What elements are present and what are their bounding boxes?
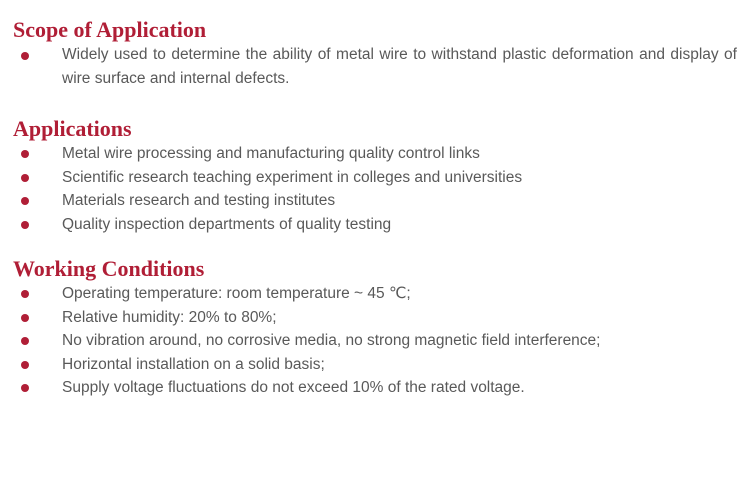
list-item-text: Scientific research teaching experiment in colleges and universities xyxy=(62,168,523,186)
scope-bullet-list xyxy=(13,43,737,90)
list-item xyxy=(13,329,737,353)
section-working-conditions xyxy=(13,256,737,400)
list-item xyxy=(13,306,737,330)
applications-heading: Applications xyxy=(13,116,132,141)
bullet-icon xyxy=(21,197,29,205)
list-item-text: Materials research and testing institutes xyxy=(62,192,336,209)
bullet-icon xyxy=(21,290,29,298)
list-item-text: No vibration around, no corrosive media, no strong magnetic field interference; xyxy=(62,332,601,349)
list-item-text: Horizontal installation on a solid basis; xyxy=(62,355,325,373)
bullet-icon xyxy=(21,150,29,158)
list-item xyxy=(13,142,737,166)
section-scope-of-application xyxy=(13,17,737,90)
bullet-icon xyxy=(21,337,29,345)
list-item xyxy=(13,353,737,377)
section-applications xyxy=(13,116,737,236)
bullet-icon xyxy=(21,384,29,392)
list-item xyxy=(13,376,737,400)
list-item xyxy=(13,189,737,213)
list-item xyxy=(13,166,737,190)
working-conditions-heading: Working Conditions xyxy=(13,256,205,281)
list-item xyxy=(13,282,737,306)
scope-of-application-heading: Scope of Application xyxy=(13,17,207,42)
bullet-icon xyxy=(21,361,29,369)
list-item-text: Operating temperature: room temperature ~ 45 ℃; xyxy=(62,285,411,302)
bullet-icon xyxy=(21,52,29,60)
list-item-text: Supply voltage fluctuations do not exceed 10% of the rated voltage. xyxy=(62,379,525,396)
list-item-text: Relative humidity: 20% to 80%; xyxy=(62,308,277,326)
list-item xyxy=(13,43,737,90)
bullet-icon xyxy=(21,314,29,322)
list-item-text: Quality inspection departments of quality testing xyxy=(62,215,392,233)
working-conditions-bullet-list xyxy=(13,282,737,400)
applications-bullet-list xyxy=(13,142,737,236)
list-item-text: Widely used to determine the ability of metal wire to withstand plastic deformation and display of wire surface and internal defects. xyxy=(62,46,737,87)
bullet-icon xyxy=(21,174,29,182)
list-item-text: Metal wire processing and manufacturing quality control links xyxy=(62,145,480,162)
bullet-icon xyxy=(21,221,29,229)
list-item xyxy=(13,213,737,237)
